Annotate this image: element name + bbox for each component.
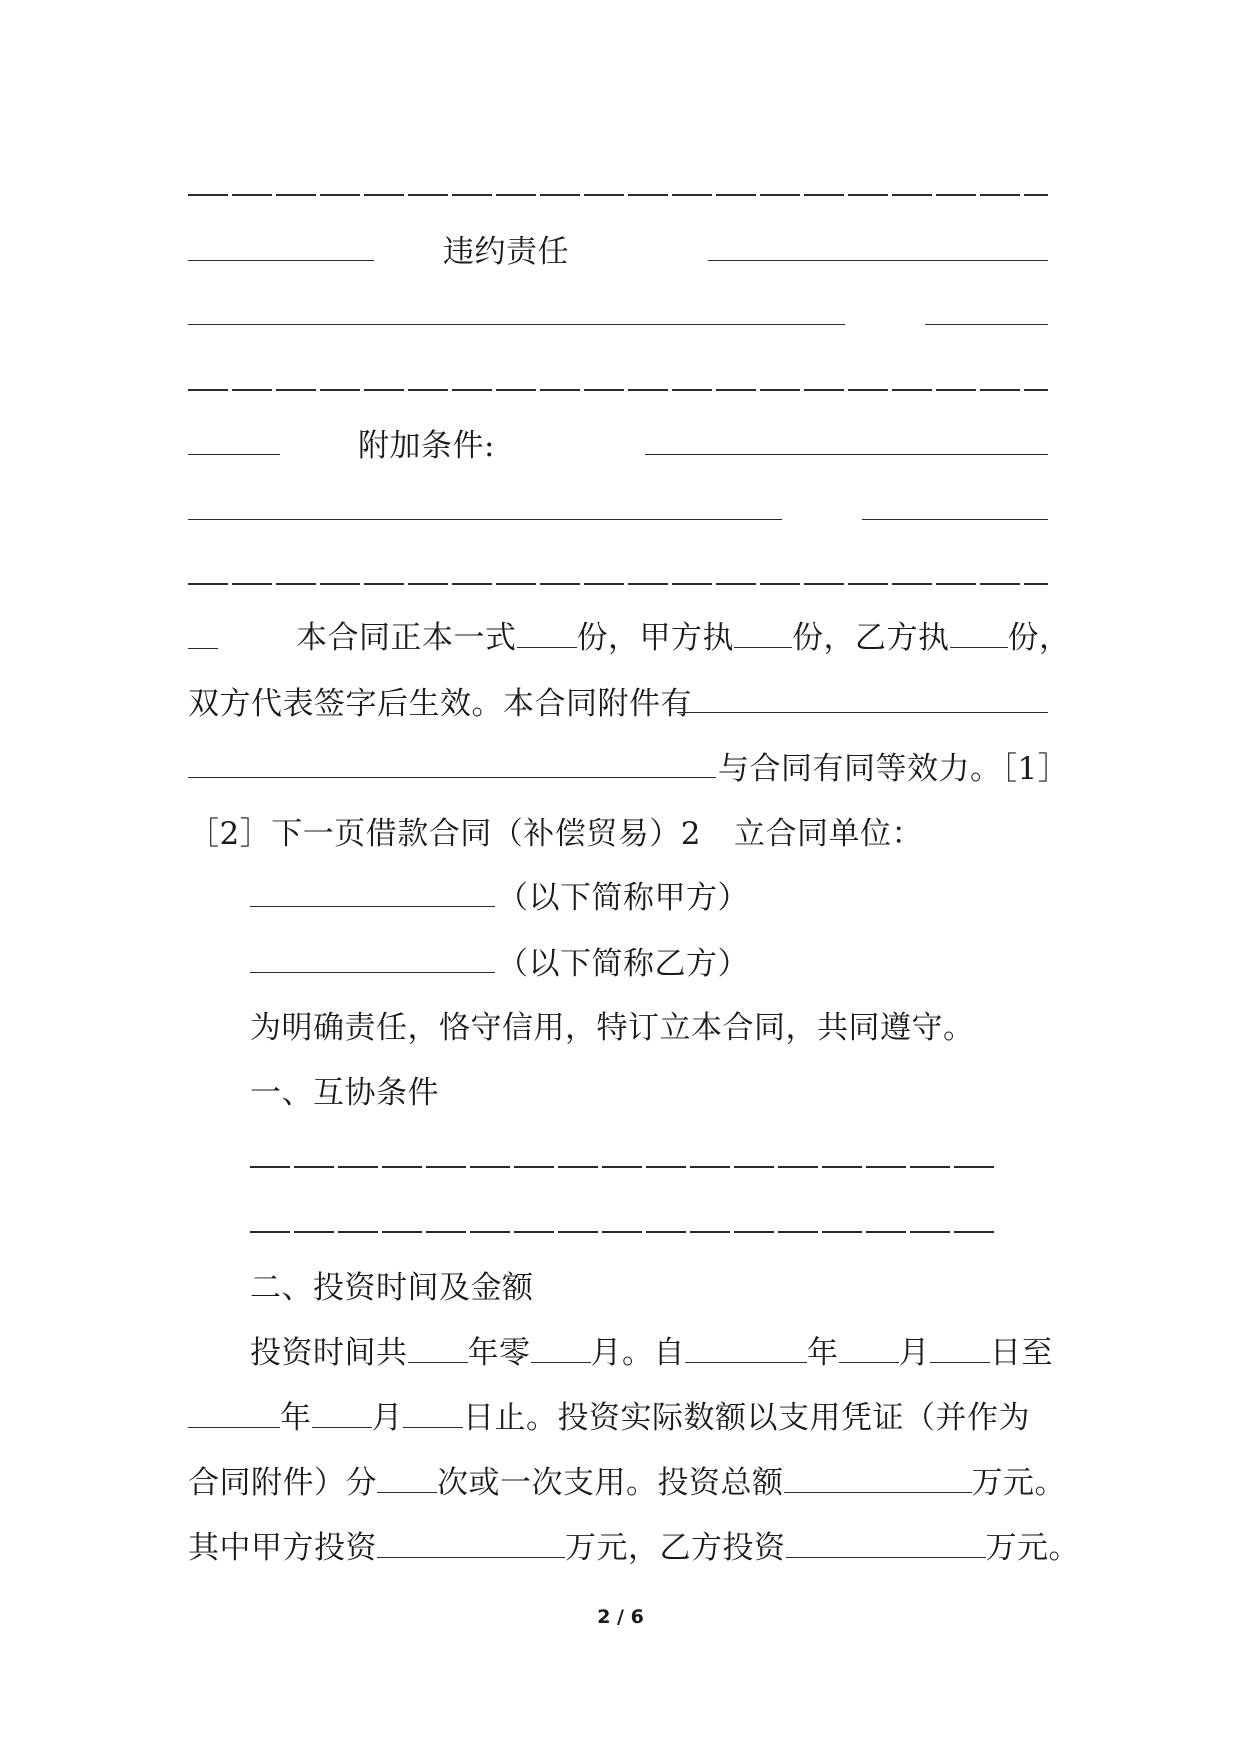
invest-line-2 (188, 1398, 1030, 1438)
unit-label: 立合同单位： (734, 816, 923, 852)
invest-text: 万元。 (985, 1530, 1080, 1566)
invest-text: 月 (371, 1400, 403, 1436)
liability-label: 违约责任 (443, 234, 569, 270)
blank-rule (188, 519, 782, 520)
effect-tail: 与合同有同等效力。［1］ (718, 751, 1070, 787)
invest-text: 月。自 (590, 1335, 685, 1371)
end-month-blank (312, 1401, 372, 1428)
blank-rule (677, 712, 1048, 713)
party-a-blank (250, 906, 495, 907)
section1-title: 一、互协条件 (250, 1075, 439, 1111)
party-b-amount-blank (786, 1531, 986, 1558)
invest-text: 日止。投资实际数额以支用凭证（并作为 (463, 1400, 1030, 1436)
section2-title: 二、投资时间及金额 (250, 1270, 534, 1306)
blank-rule (188, 194, 1048, 196)
blank-rule (188, 777, 716, 778)
blank-rule (188, 583, 1048, 585)
page-number: 2 / 6 (597, 1606, 644, 1628)
copies-text-b: 份，甲方执 (576, 620, 734, 656)
start-month-blank (839, 1336, 899, 1363)
party-a-amount-blank (377, 1531, 565, 1558)
effect-text: 双方代表签字后生效。本合同附件有 (188, 686, 692, 722)
blank-rule (188, 324, 845, 325)
copies-line (296, 618, 1071, 658)
end-year-blank (188, 1401, 280, 1428)
additional-label: 附加条件: (358, 428, 495, 464)
invest-text: 其中甲方投资 (188, 1530, 377, 1566)
party-a-suffix: （以下简称甲方） (497, 880, 749, 916)
total-amount-blank (784, 1466, 972, 1493)
invest-line-4 (188, 1528, 1080, 1568)
invest-line-3 (188, 1463, 1066, 1503)
blank-rule (250, 1231, 996, 1233)
copies-text-a: 本合同正本一式 (296, 620, 517, 656)
blank-rule (708, 260, 1048, 261)
invest-text: 年 (807, 1335, 839, 1371)
blank-rule (645, 454, 1048, 455)
invest-years-blank (408, 1336, 468, 1363)
blank-rule (188, 389, 1048, 391)
blank-rule (188, 454, 280, 455)
copies-b-blank (950, 621, 1008, 648)
blank-rule (250, 1166, 996, 1168)
copies-total-blank (517, 621, 577, 648)
blank-rule (862, 519, 1048, 520)
invest-text: 次或一次支用。投资总额 (437, 1465, 784, 1501)
invest-text: 万元。 (971, 1465, 1066, 1501)
invest-text: 年零 (467, 1335, 531, 1371)
effect-line (188, 684, 692, 724)
next-line: ［2］下一页借款合同（补偿贸易）2 (188, 816, 701, 852)
installments-blank (377, 1466, 437, 1493)
blank-rule (188, 260, 374, 261)
party-b-suffix: （以下简称乙方） (497, 946, 749, 982)
start-year-blank (685, 1336, 807, 1363)
invest-line-1 (250, 1333, 1053, 1373)
invest-text: 日至 (990, 1335, 1053, 1371)
invest-text: 万元，乙方投资 (565, 1530, 786, 1566)
invest-text: 投资时间共 (250, 1335, 408, 1371)
invest-months-blank (531, 1336, 591, 1363)
end-day-blank (403, 1401, 463, 1428)
invest-text: 合同附件）分 (188, 1465, 377, 1501)
party-b-blank (250, 972, 495, 973)
start-day-blank (930, 1336, 990, 1363)
blank-rule (925, 324, 1048, 325)
copies-text-d: 份， (1007, 620, 1071, 656)
intro-text: 为明确责任，恪守信用，特订立本合同，共同遵守。 (250, 1010, 975, 1046)
invest-text: 年 (280, 1400, 312, 1436)
copies-a-blank (734, 621, 792, 648)
copies-text-c: 份，乙方执 (792, 620, 950, 656)
invest-text: 月 (898, 1335, 930, 1371)
blank-rule (188, 648, 218, 649)
